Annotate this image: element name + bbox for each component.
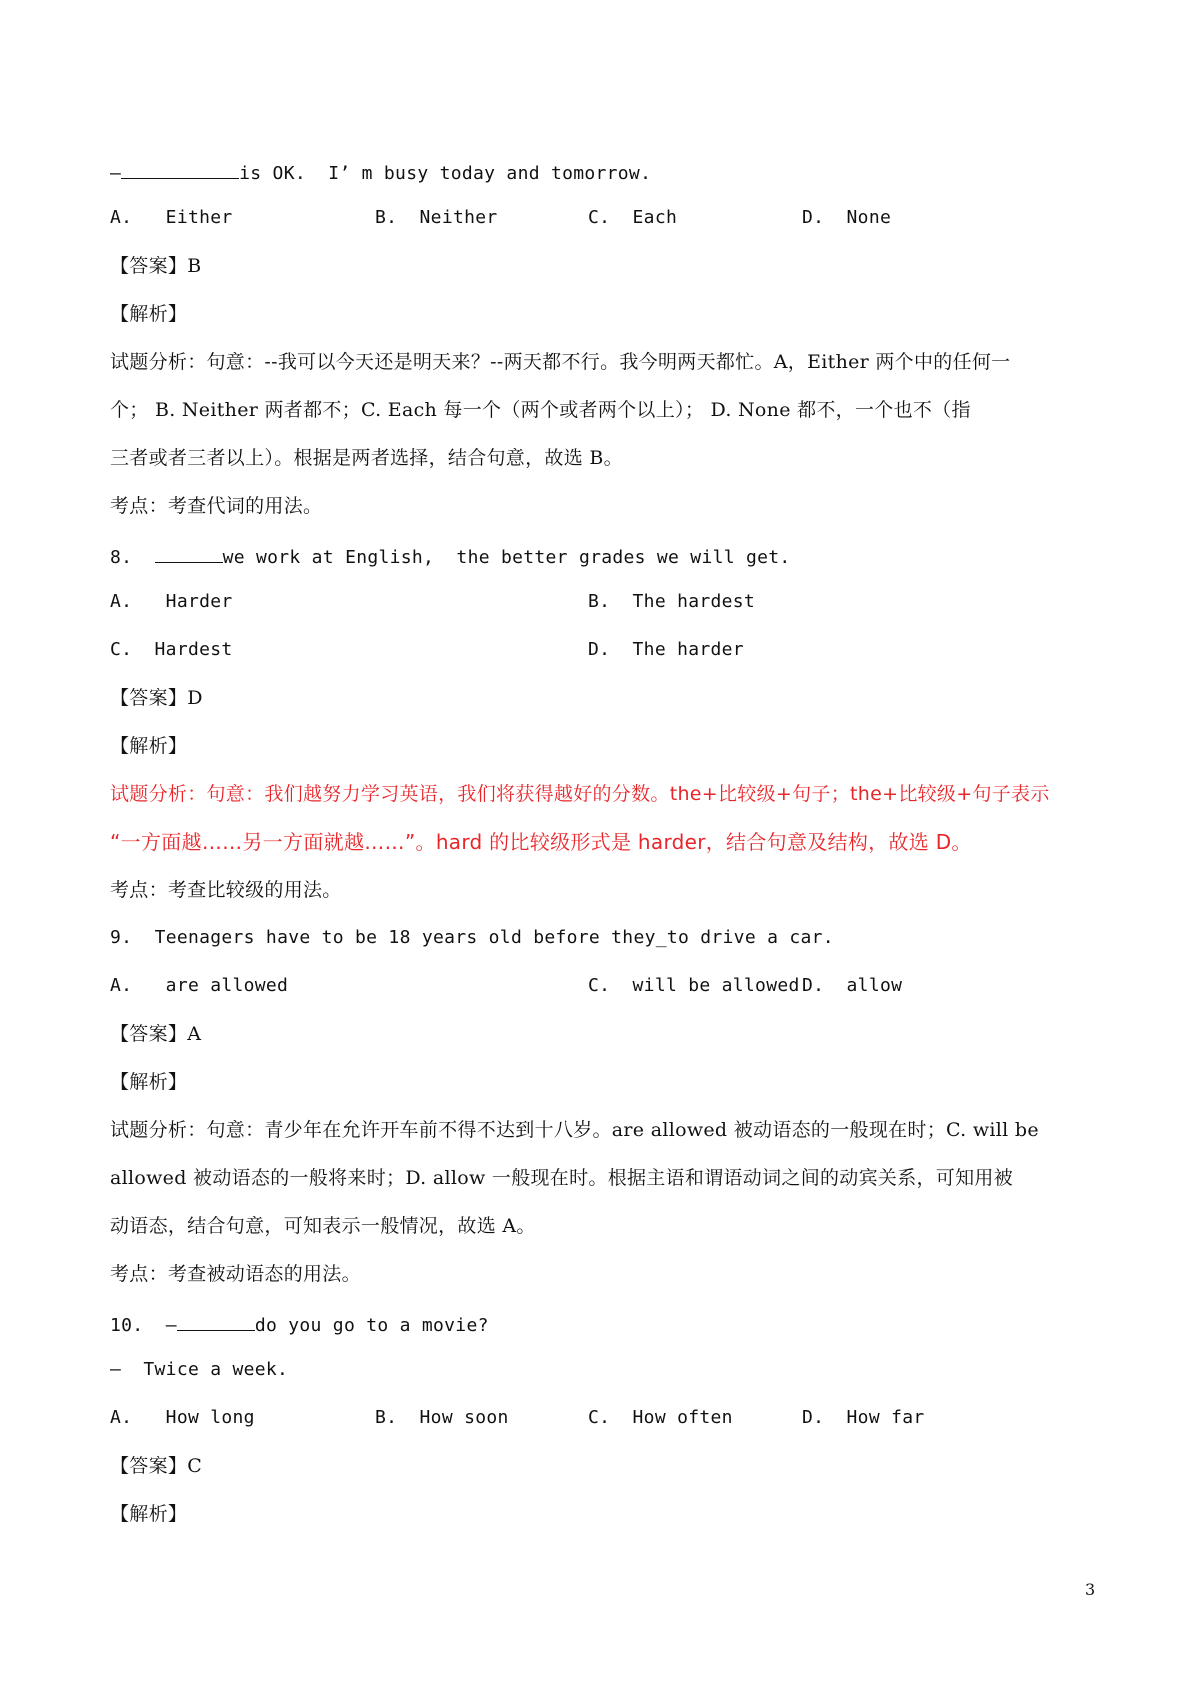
q10-reply: — Twice a week. — [110, 1359, 289, 1380]
q8-stem-text: we work at English, the better grades we will get. — [222, 547, 791, 568]
answer-blank — [177, 1302, 255, 1331]
q7-options — [110, 198, 1100, 238]
q10-analysis-label: 【解析】 — [110, 1503, 188, 1525]
q9-point: 考点：考查被动语态的用法。 — [110, 1263, 361, 1285]
q10-answer: 【答案】C — [110, 1455, 203, 1477]
q9-options — [110, 966, 1100, 1006]
q9-stem — [110, 918, 1100, 958]
q10-stem-text: do you go to a movie? — [254, 1315, 489, 1336]
q7-point: 考点：考查代词的用法。 — [110, 495, 323, 517]
option-a: A. Harder — [110, 591, 233, 612]
question-number: 8. — [110, 547, 133, 568]
q9-analysis-line-1: 试题分析：句意：青少年在允许开车前不得不达到十八岁。are allowed 被动语态的一般现在时；C. will be — [110, 1119, 1039, 1141]
q8-analysis-line-2: “一方面越……另一方面就越……”。hard 的比较级形式是 harder，结合句意及结构，故选 D。 — [110, 830, 972, 854]
q8-analysis-line-1: 试题分析：句意：我们越努力学习英语，我们将获得越好的分数。the+比较级+句子；the+比较级+句子表示 — [110, 783, 1050, 805]
option-d: D. How far — [802, 1407, 925, 1428]
q10-stem — [110, 1302, 1100, 1342]
q8-point: 考点：考查比较级的用法。 — [110, 879, 342, 901]
question-number: 10. — [110, 1315, 144, 1336]
q8-options-row-1 — [110, 582, 1100, 622]
q7-stem — [110, 150, 1100, 190]
option-b: B. How soon — [375, 1407, 509, 1428]
q10-options — [110, 1398, 1100, 1438]
q7-analysis-label: 【解析】 — [110, 303, 188, 325]
option-c: C. How often — [588, 1407, 733, 1428]
q9-answer: 【答案】A — [110, 1023, 202, 1045]
option-d: D. The harder — [588, 639, 744, 660]
q7-answer: 【答案】B — [110, 255, 202, 277]
q8-options-row-2 — [110, 630, 1100, 670]
q7-stem-text: is OK. I’ m busy today and tomorrow. — [239, 163, 652, 184]
q7-analysis-line-2: 个； B. Neither 两者都不；C. Each 每一个（两个或者两个以上）； D. None 都不，一个也不（指 — [110, 399, 971, 421]
q8-stem — [110, 534, 1100, 574]
q8-answer: 【答案】D — [110, 687, 203, 709]
option-d: D. None — [802, 207, 892, 228]
option-a: A. How long — [110, 1407, 255, 1428]
dash: — — [110, 163, 122, 184]
option-c: C. will be allowed — [588, 975, 800, 996]
question-number: 9. — [110, 927, 133, 948]
option-b: B. The hardest — [588, 591, 756, 612]
option-c: C. Hardest — [110, 639, 233, 660]
q9-analysis-line-2: allowed 被动语态的一般将来时；D. allow 一般现在时。根据主语和谓语动词之间的动宾关系，可知用被 — [110, 1167, 1013, 1189]
answer-blank — [155, 534, 223, 563]
answer-blank — [121, 150, 239, 179]
option-a: A. Either — [110, 207, 233, 228]
dash: — — [165, 1315, 177, 1336]
q9-stem-text: Teenagers have to be 18 years old before they_to drive a car. — [154, 927, 834, 948]
q9-analysis-label: 【解析】 — [110, 1071, 188, 1093]
q9-analysis-line-3: 动语态，结合句意，可知表示一般情况，故选 A。 — [110, 1215, 536, 1237]
option-c: C. Each — [588, 207, 678, 228]
q7-analysis-line-1: 试题分析：句意：--我可以今天还是明天来？--两天都不行。我今明两天都忙。A，Either 两个中的任何一 — [110, 351, 1011, 373]
q8-analysis-label: 【解析】 — [110, 735, 188, 757]
option-a: A. are allowed — [110, 975, 289, 996]
q7-analysis-line-3: 三者或者三者以上）。根据是两者选择，结合句意，故选 B。 — [110, 447, 623, 469]
option-b: B. Neither — [375, 207, 498, 228]
page-number: 3 — [1085, 1580, 1096, 1599]
option-d: D. allow — [802, 975, 903, 996]
